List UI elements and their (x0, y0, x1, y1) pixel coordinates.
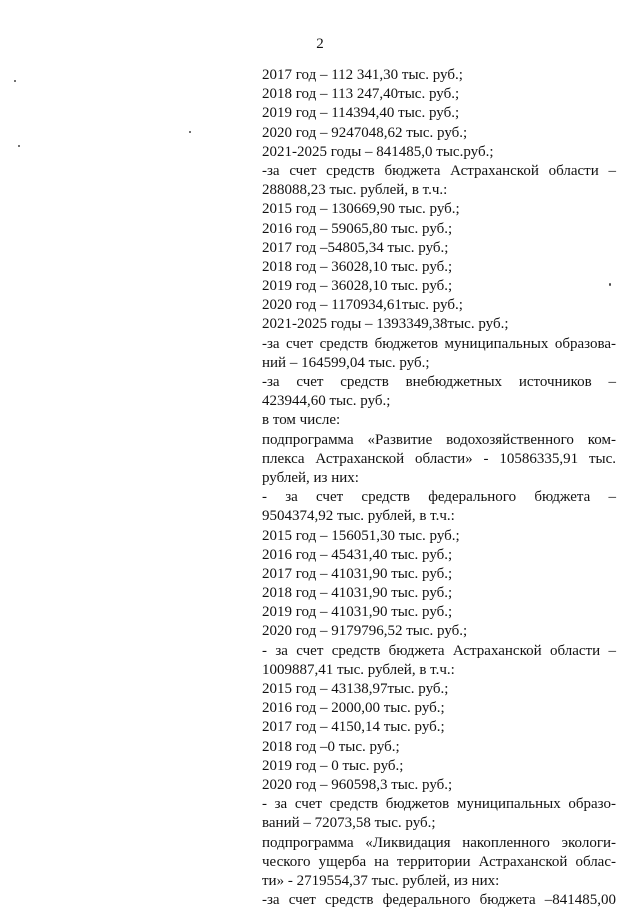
text-line: 2016 год – 59065,80 тыс. руб.; (262, 220, 453, 237)
text-line: ти» - 2719554,37 тыс. рублей, из них: (262, 872, 500, 889)
text-line: 2019 год – 0 тыс. руб.; (262, 757, 404, 774)
text-line: 288088,23 тыс. рублей, в т.ч.: (262, 182, 448, 199)
text-line: - за счет средств бюджетов муниципальных образо- (262, 796, 616, 813)
text-line: 2015 год – 43138,97тыс. руб.; (262, 681, 449, 697)
text-line: 2019 год – 41031,90 тыс. руб.; (262, 604, 453, 621)
text-line: 9504374,92 тыс. рублей, в т.ч.: (262, 508, 455, 525)
text-line: 2017 год – 112 341,30 тыс. руб.; (262, 67, 463, 83)
text-line: 2017 год – 41031,90 тыс. руб.; (262, 565, 453, 582)
text-line: ческого ущерба на территории Астраханской облас- (262, 853, 616, 870)
text-line: 2018 год – 41031,90 тыс. руб.; (262, 585, 453, 602)
text-line: 2017 год –54805,34 тыс. руб.; (262, 239, 449, 256)
text-line: в том числе: (262, 412, 341, 429)
text-line: 2020 год – 9179796,52 тыс. руб.; (262, 623, 468, 640)
text-line: 2020 год – 1170934,61тыс. руб.; (262, 297, 463, 314)
text-line: -за счет средств федерального бюджета –841485,00 (262, 892, 616, 909)
scan-speck (609, 283, 611, 286)
text-line: ний – 164599,04 тыс. руб.; (262, 354, 430, 371)
page-number: 2 (316, 36, 324, 52)
text-line: -за счет средств бюджета Астраханской области – (262, 162, 616, 179)
text-line: подпрограмма «Ликвидация накопленного экологи- (262, 834, 616, 851)
text-line: 2020 год – 960598,3 тыс. руб.; (262, 776, 453, 793)
text-line: 2019 год – 114394,40 тыс. руб.; (262, 105, 460, 122)
text-line: 2016 год – 2000,00 тыс. руб.; (262, 700, 445, 717)
text-line: 2021-2025 годы – 841485,0 тыс.руб.; (262, 143, 494, 160)
text-line: -за счет средств бюджетов муниципальных образова- (262, 335, 616, 352)
text-line: ваний – 72073,58 тыс. руб.; (262, 815, 436, 832)
document-body (262, 66, 616, 910)
scan-speck (18, 145, 20, 147)
text-line: - за счет средств бюджета Астраханской области – (262, 642, 616, 659)
text-line: 2015 год – 156051,30 тыс. руб.; (262, 527, 460, 544)
text-line: 423944,60 тыс. руб.; (262, 393, 391, 410)
text-line: подпрограмма «Развитие водохозяйственного ком- (262, 431, 616, 448)
text-line: - за счет средств федерального бюджета – (262, 489, 616, 506)
text-line: 2021-2025 годы – 1393349,38тыс. руб.; (262, 316, 509, 333)
text-line: 2019 год – 36028,10 тыс. руб.; (262, 278, 453, 295)
text-line: 1009887,41 тыс. рублей, в т.ч.: (262, 661, 455, 678)
scan-speck (14, 80, 16, 82)
text-line: 2018 год – 36028,10 тыс. руб.; (262, 258, 453, 275)
text-line: 2015 год – 130669,90 тыс. руб.; (262, 201, 460, 218)
text-line: 2017 год – 4150,14 тыс. руб.; (262, 719, 445, 736)
text-line: -за счет средств внебюджетных источников – (262, 374, 616, 390)
text-line: рублей, из них: (262, 469, 359, 486)
text-line: 2018 год –0 тыс. руб.; (262, 738, 400, 755)
text-line: 2020 год – 9247048,62 тыс. руб.; (262, 124, 468, 141)
text-line: плекса Астраханской области» - 10586335,91 тыс. (262, 450, 616, 467)
text-line: 2016 год – 45431,40 тыс. руб.; (262, 546, 453, 563)
text-line: 2018 год – 113 247,40тыс. руб.; (262, 86, 460, 103)
scan-speck (189, 131, 191, 133)
